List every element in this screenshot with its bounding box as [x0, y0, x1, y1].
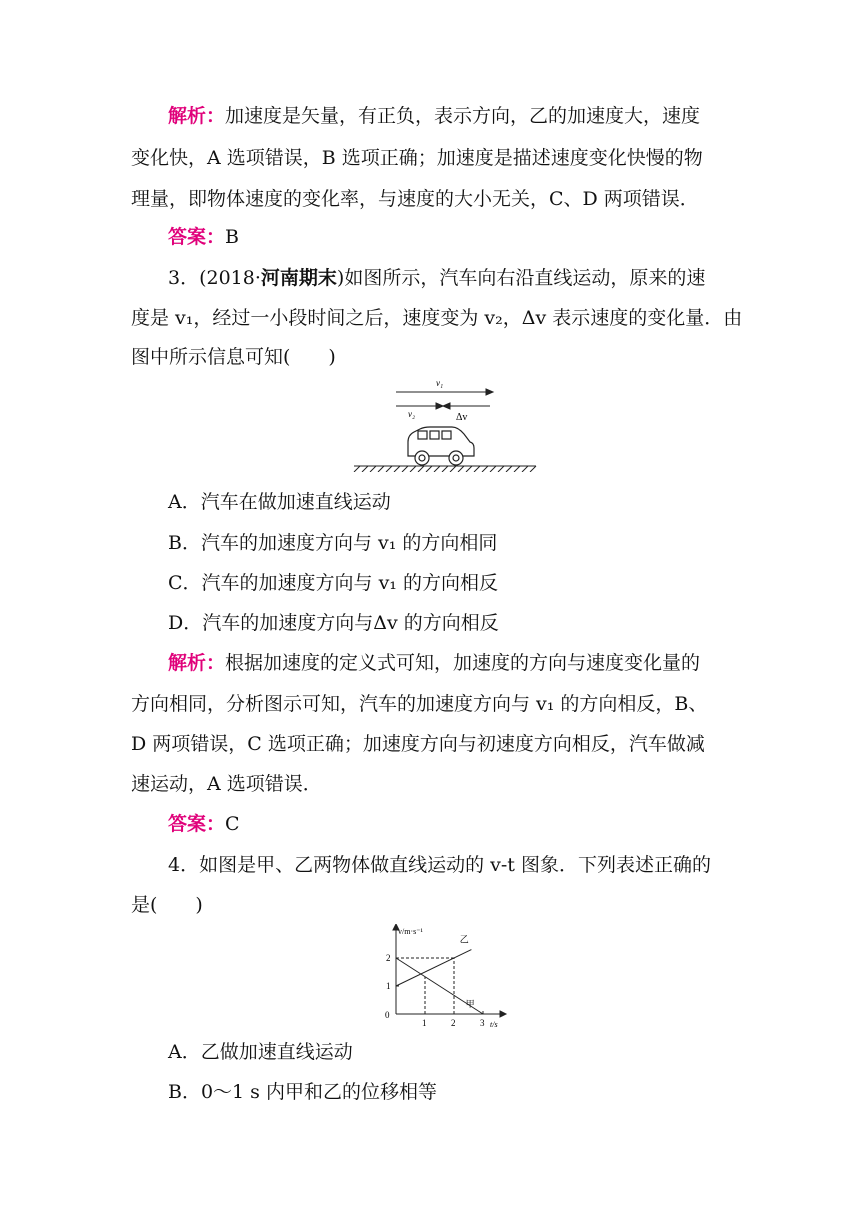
q3-analysis-line1: [168, 651, 700, 675]
answer-label: 答案：: [168, 813, 226, 835]
source-label: 河南期末: [260, 267, 337, 289]
q4-option-b: B．0～1 s 内甲和乙的位移相等: [168, 1081, 437, 1103]
x-tick-label: 1: [422, 1018, 427, 1028]
analysis-label: 解析：: [168, 652, 226, 674]
dv-label: Δv: [456, 412, 468, 423]
answer-value: B: [225, 226, 239, 248]
car-velocity-figure: [350, 372, 540, 472]
y-axis-label: v/m·s⁻¹: [398, 927, 423, 936]
v2-label: v₂: [408, 409, 416, 419]
y-tick-label: 1: [386, 981, 391, 991]
dv-arrowhead: [443, 403, 450, 409]
analysis-text: 根据加速度的定义式可知，加速度的方向与速度变化量的: [225, 652, 701, 674]
answer-label: 答案：: [168, 226, 226, 248]
q2-analysis-line2: 变化快，A 选项错误，B 选项正确；加速度是描述速度变化快慢的物: [131, 147, 703, 169]
q3-analysis-line3: D 两项错误，C 选项正确；加速度方向与初速度方向相反，汽车做减: [131, 733, 705, 755]
series-label: 甲: [465, 1000, 475, 1010]
x-tick-label: 2: [451, 1018, 456, 1028]
q3-option-a: A．汽车在做加速直线运动: [168, 491, 391, 513]
x-tick-label: 3: [480, 1018, 485, 1028]
vt-chart: [376, 924, 516, 1032]
q3-option-c: C．汽车的加速度方向与 v₁ 的方向相反: [168, 572, 498, 594]
x-axis-arrowhead: [500, 1011, 506, 1017]
q2-analysis-line1: [168, 104, 700, 128]
q2-answer: [168, 225, 239, 249]
q3-stem-line1: [168, 266, 705, 290]
q3-option-d: D．汽车的加速度方向与Δv 的方向相反: [168, 612, 499, 634]
ground: [354, 466, 536, 472]
q3-option-b: B．汽车的加速度方向与 v₁ 的方向相同: [168, 532, 498, 554]
question-number: 3．: [168, 267, 200, 289]
source-open: (2018·: [199, 267, 261, 289]
q4-stem-line2: 是( ): [131, 894, 203, 916]
analysis-text: 加速度是矢量，有正负，表示方向，乙的加速度大，速度: [225, 105, 701, 127]
q3-analysis-line4: 速运动，A 选项错误．: [131, 773, 322, 795]
q4-stem-line1: 4．如图是甲、乙两物体做直线运动的 v-t 图象．下列表述正确的: [168, 854, 711, 876]
stem-text: )如图所示，汽车向右沿直线运动，原来的速: [336, 267, 706, 289]
origin-label: 0: [385, 1010, 390, 1020]
x-axis-label: t/s: [490, 1020, 498, 1029]
q3-analysis-line2: 方向相同，分析图示可知，汽车的加速度方向与 v₁ 的方向相反，B、: [131, 693, 708, 715]
car-icon: [408, 427, 474, 465]
y-tick-label: 2: [386, 953, 391, 963]
answer-value: C: [225, 813, 240, 835]
v1-label: v₁: [436, 378, 444, 388]
analysis-label: 解析：: [168, 105, 226, 127]
q3-stem-line2: 度是 v₁，经过一小段时间之后，速度变为 v₂，Δv 表示速度的变化量．由: [131, 307, 743, 329]
q2-analysis-line3: 理量，即物体速度的变化率，与速度的大小无关，C、D 两项错误．: [131, 188, 699, 210]
q3-stem-line3: 图中所示信息可知( ): [131, 346, 336, 368]
q3-answer: [168, 812, 240, 836]
series-label: 乙: [459, 935, 469, 946]
q4-option-a: A．乙做加速直线运动: [168, 1041, 353, 1063]
v1-arrowhead: [486, 389, 493, 395]
series-line-yi: [396, 950, 471, 986]
